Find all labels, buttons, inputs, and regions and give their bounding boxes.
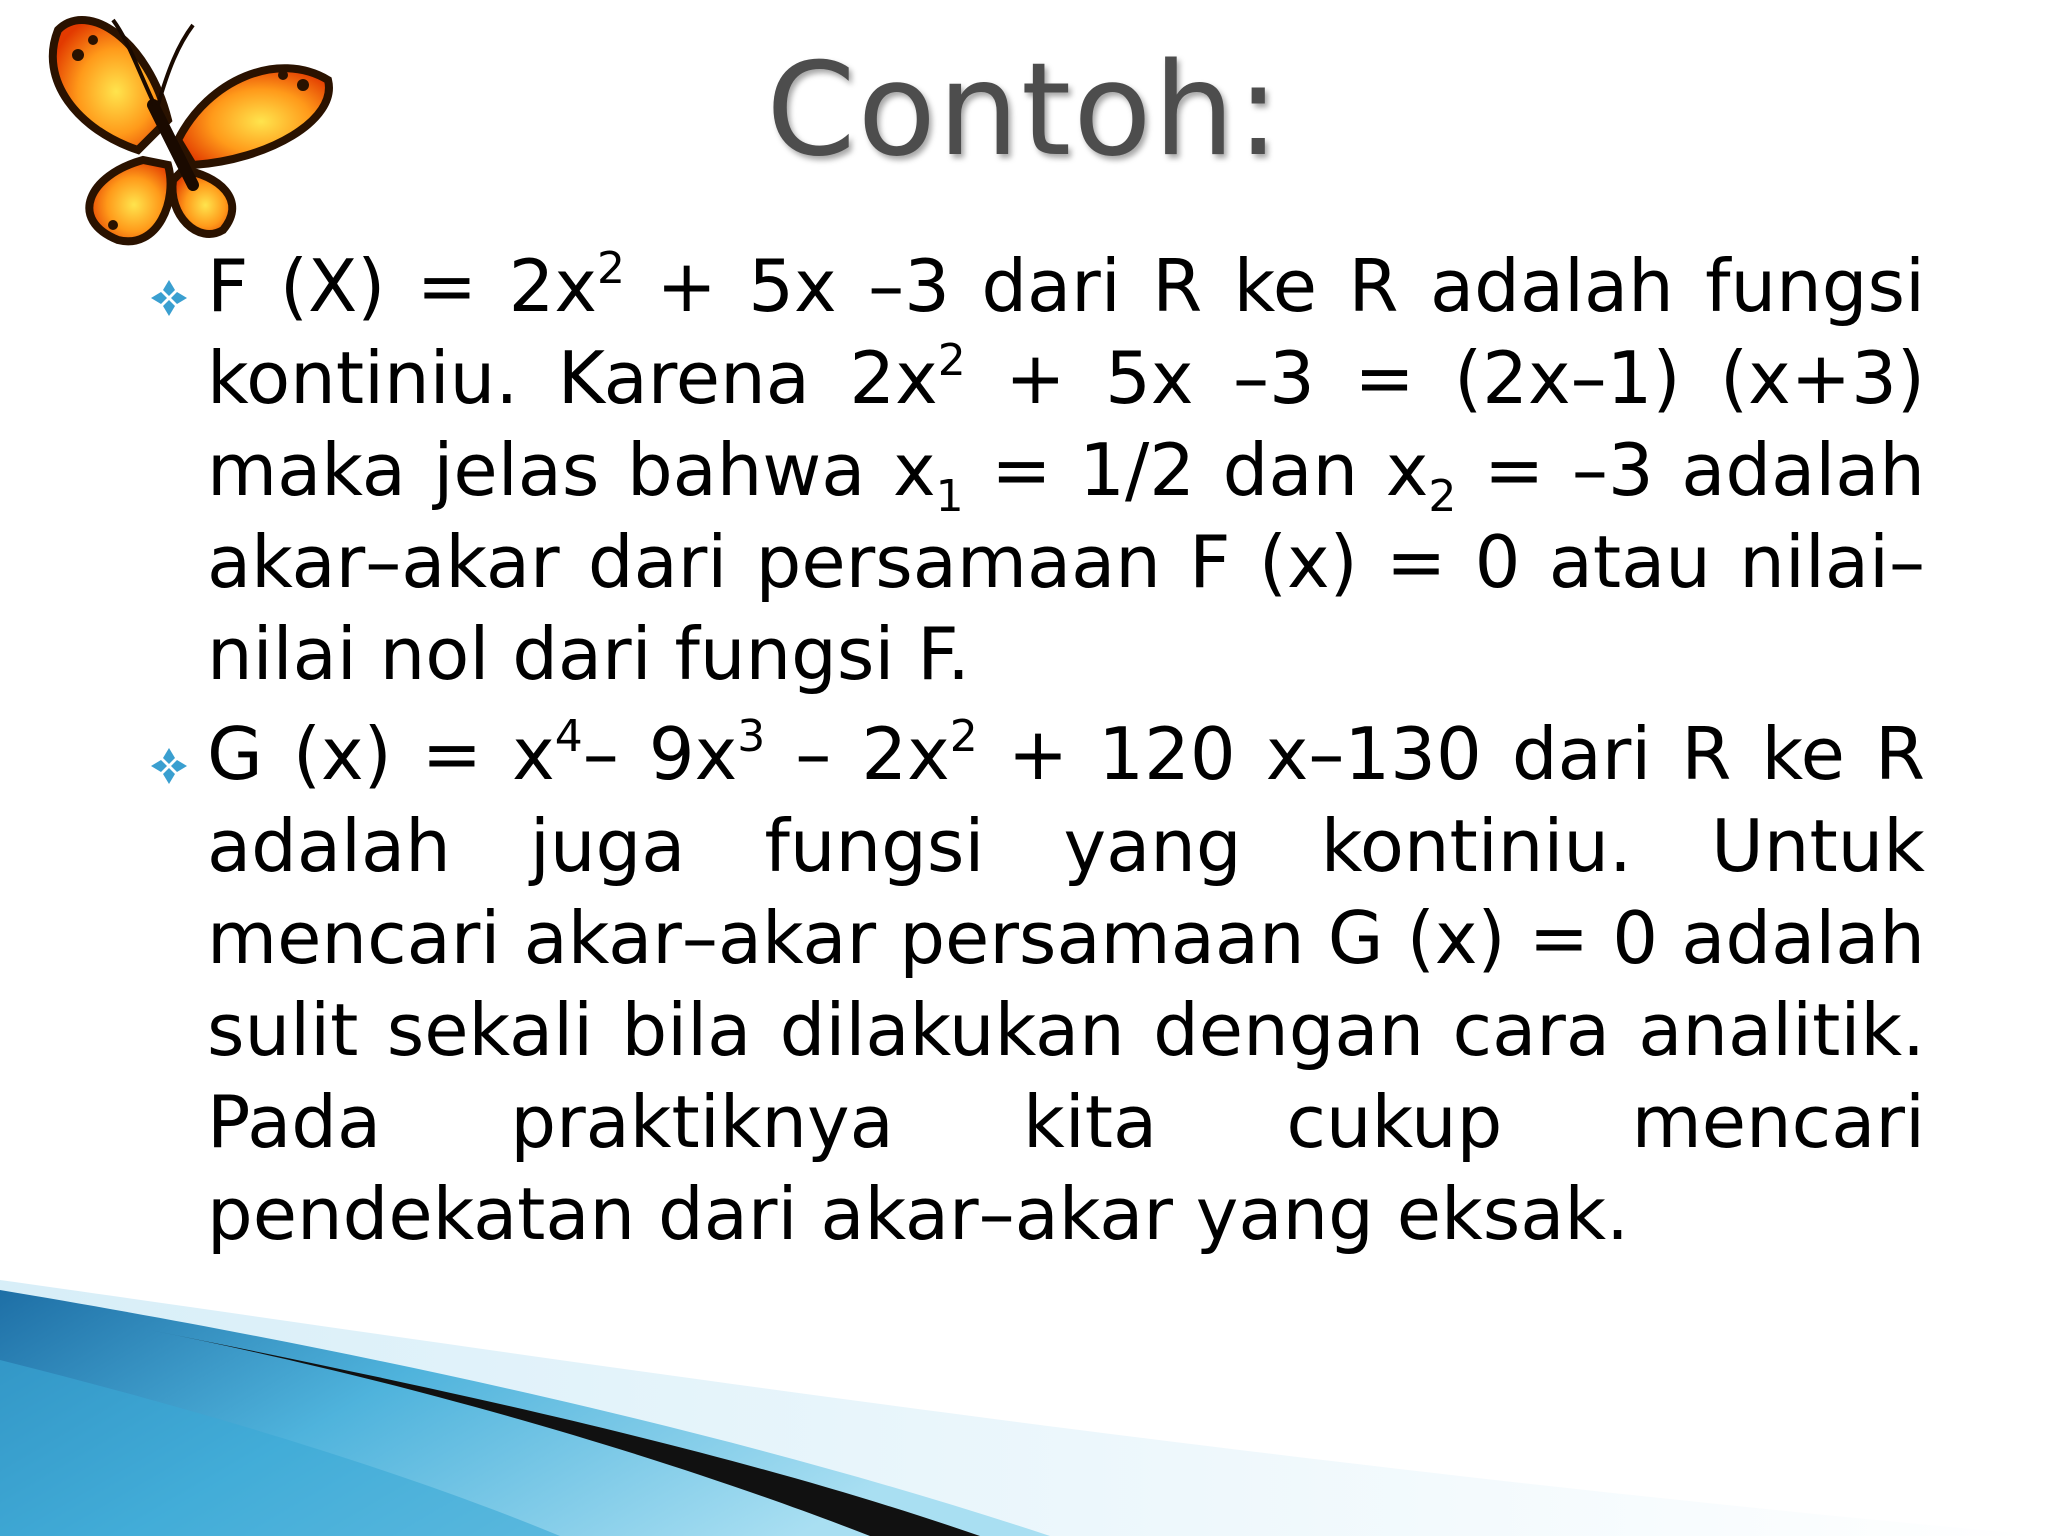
- bullet-item-2: [145, 708, 1925, 1260]
- bullet-item-1: [145, 240, 1925, 700]
- bullet-text-2: G $(x) = x^4-$ $9x^3 - 2x^2 + 120$ x–130 dari R ke R adalah juga fungsi yang kontiniu. Untuk mencari akar–akar persamaan G (x) = 0 adalah sulit sekali bila dilakukan dengan cara analitik. Pada praktiknya kita cukup mencari pendekatan dari akar–akar yang eksak.: [207, 711, 1925, 1256]
- bottom-swoosh-decoration: [0, 1260, 2048, 1536]
- diamond-bullet-icon: [145, 742, 193, 790]
- diamond-bullet-icon: [145, 274, 193, 322]
- bullet-list: [145, 240, 1925, 1260]
- bullet-text-1: F $(X) = 2x^2 + 5x$ –3 dari R ke R adalah fungsi kontiniu. Karena $2x^2 + 5x$ –3 = (2x–1) (x+3) maka jelas bahwa $x_1 = 1/2$ dan $x_2 = -3$ adalah akar–akar dari persamaan F (x) = 0 atau nilai–nilai nol dari fungsi F.: [207, 243, 1925, 696]
- slide-title: Contoh:: [766, 36, 1282, 185]
